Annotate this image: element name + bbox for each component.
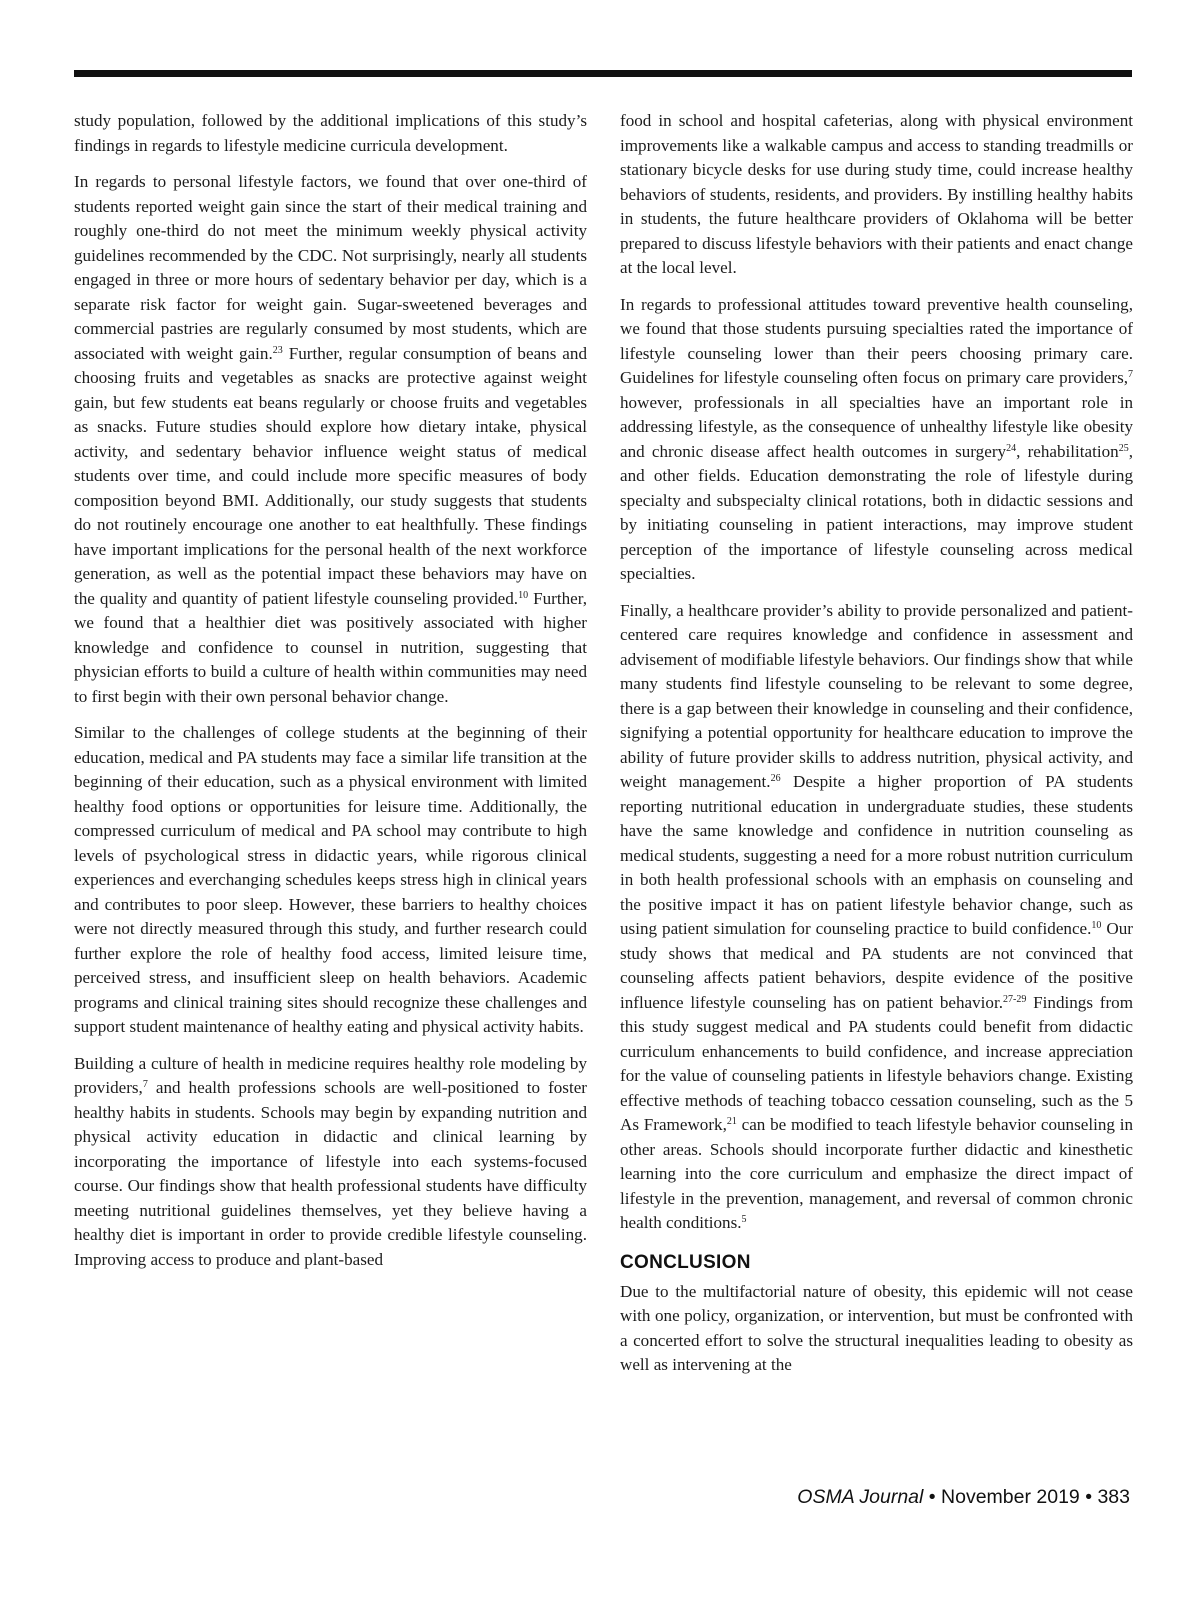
citation-superscript: 26 xyxy=(770,773,781,784)
citation-superscript: 10 xyxy=(1091,920,1102,931)
text-run: and health professions schools are well-positioned to foster healthy habits in students. Schools may begin by expanding nutrition and physical activity education in didactic and clinical learning by incorporating the importance of lifestyle into each systems-focused course. Our findings show that health professional students have difficulty meeting nutritional guidelines themselves, yet they believe having a healthy diet is important in order to provide credible lifestyle counseling. Improving access to produce and plant-based xyxy=(74,1078,587,1269)
text-run: however, professionals in all specialties have an important role in addressing lifestyle, as the consequence of unhealthy lifestyle like obesity and chronic disease affect health outcomes in surgery xyxy=(620,392,1133,461)
journal-name: OSMA Journal xyxy=(797,1486,924,1508)
top-rule xyxy=(74,70,1132,77)
issue-date: November 2019 xyxy=(941,1486,1080,1508)
footer-separator: • xyxy=(1079,1486,1098,1508)
text-run: In regards to personal lifestyle factors, we found that over one-third of students reported weight gain since the start of their medical training and roughly one-third do not meet the minimum weekly physical activity guidelines recommended by the CDC. Not surprisingly, nearly all students engaged in three or more hours of sedentary behavior per day, which is a separate risk factor for weight gain. Sugar-sweetened beverages and commercial pastries are regularly consumed by most students, which are associated with weight gain. xyxy=(74,172,587,363)
footer-separator: • xyxy=(923,1486,942,1508)
citation-superscript: 27-29 xyxy=(1003,993,1027,1005)
citation-superscript: 10 xyxy=(518,589,529,601)
text-run: Finally, a healthcare provider’s ability to provide personalized and patient-centered care requires knowledge and confidence in assessment and advisement of modifiable lifestyle behaviors. Our findings show that while many students find lifestyle counseling to be relevant to some degree, there is a gap between their knowledge in counseling and their confidence, signifying a potential opportunity for healthcare education to improve the ability of future provider skills to address nutrition, physical activity, and weight management. xyxy=(620,600,1133,791)
page-number: 383 xyxy=(1097,1486,1130,1508)
citation-superscript: 21 xyxy=(726,1116,737,1127)
citation-superscript: 5 xyxy=(741,1214,747,1225)
text-run: Further, regular consumption of beans and choosing fruits and vegetables as snacks are protective against weight gain, but few students eat beans regularly or choose fruits and vegetables as snacks. Future studies should explore how dietary intake, physical activity, and sedentary behavior influence weight status of medical students over time, and could include more specific measures of body composition beyond BMI. Additionally, our study suggests that students do not routinely encourage one another to eat healthfully. These findings have important implications for the personal health of the next workforce generation, as well as the potential impact these behaviors may have on the quality and quantity of patient lifestyle counseling provided. xyxy=(74,343,587,608)
body-paragraph xyxy=(74,1052,587,1273)
right-column xyxy=(620,109,1133,1390)
section-heading-conclusion: CONCLUSION xyxy=(620,1251,751,1273)
text-run: Further, we found that a healthier diet was positively associated with higher knowledge and confidence to counsel in nutrition, suggesting that physician efforts to build a culture of health within communities may need to first begin with their own personal behavior change. xyxy=(74,588,587,706)
text-run: Despite a higher proportion of PA students reporting nutritional education in undergraduate studies, these students have the same knowledge and confidence in nutrition counseling as medical students, suggesting a need for a more robust nutrition curriculum in both health professional schools with an emphasis on counseling and the positive impact it has on patient lifestyle behavior change, such as using patient simulation for counseling practice to build confidence. xyxy=(620,772,1133,938)
text-run: study population, followed by the additional implications of this study’s findings in regards to lifestyle medicine curricula development. xyxy=(74,111,587,155)
citation-superscript: 7 xyxy=(142,1079,148,1090)
text-run: Similar to the challenges of college students at the beginning of their education, medical and PA students may face a similar life transition at the beginning of their education, such as a physical environment with limited healthy food options or opportunities for leisure time. Additionally, the compressed curriculum of medical and PA school may contribute to high levels of psychological stress in didactic years, while rigorous clinical experiences and everchanging schedules keeps stress high in clinical years and contributes to poor sleep. However, these barriers to healthy choices were not directly measured through this study, and further research could further explore the role of healthy food access, limited leisure time, perceived stress, and insufficient sleep on health behaviors. Academic programs and clinical training sites should recognize these challenges and support student maintenance of healthy eating and physical activity habits. xyxy=(74,723,587,1036)
left-column xyxy=(74,109,587,1284)
text-run: , and other fields. Education demonstrating the role of lifestyle during specialty and subspecialty clinical rotations, both in didactic sessions and by initiating counseling in patient interactions, may improve student perception of the importance of lifestyle counseling across medical specialties. xyxy=(620,441,1133,583)
body-paragraph xyxy=(620,293,1133,587)
text-run: food in school and hospital cafeterias, along with physical environment improvements like a walkable campus and access to standing treadmills or stationary bicycle desks for use during study time, could increase healthy behaviors of students, residents, and providers. By instilling healthy habits in students, the future healthcare providers of Oklahoma will be better prepared to discuss lifestyle behaviors with their patients and enact change at the local level. xyxy=(620,111,1133,277)
citation-superscript: 25 xyxy=(1118,442,1129,454)
text-run: Findings from this study suggest medical and PA students could benefit from didactic curriculum enhancements to build confidence, and increase appreciation for the value of counseling patients in lifestyle behaviors change. Existing effective methods of teaching tobacco cessation counseling, such as the 5 As Framework, xyxy=(620,992,1133,1134)
text-run: Building a culture of health in medicine requires healthy role modeling by providers, xyxy=(74,1053,587,1097)
citation-superscript: 7 xyxy=(1128,369,1133,380)
body-paragraph xyxy=(620,599,1133,1236)
citation-superscript: 24 xyxy=(1006,442,1017,454)
body-paragraph xyxy=(74,721,587,1040)
right-column-paragraphs xyxy=(620,109,1133,1236)
text-run: can be modified to teach lifestyle behavior counseling in other areas. Schools should incorporate further didactic and kinesthetic learning into the core curriculum and emphasize the direct impact of lifestyle in the prevention, management, and reversal of common chronic health conditions. xyxy=(620,1115,1134,1232)
citation-superscript: 23 xyxy=(272,344,283,356)
text-run: In regards to professional attitudes toward preventive health counseling, we found that those students pursuing specialties rated the importance of lifestyle counseling lower than their peers choosing primary care. Guidelines for lifestyle counseling often focus on primary care providers, xyxy=(620,294,1133,387)
body-paragraph xyxy=(74,170,587,709)
body-paragraph xyxy=(74,109,587,158)
conclusion-paragraph: Due to the multifactorial nature of obesity, this epidemic will not cease with one policy, organization, or intervention, but must be confronted with a concerted effort to solve the structural inequalities leading to obesity as well as intervening at the xyxy=(620,1281,1133,1374)
text-run: Our study shows that medical and PA students are not convinced that counseling affects patient behaviors, despite evidence of the positive influence lifestyle counseling has on patient behavior. xyxy=(620,919,1133,1012)
body-paragraph xyxy=(620,109,1133,281)
text-run: , rehabilitation xyxy=(1016,441,1119,461)
page-footer xyxy=(797,1486,1130,1509)
